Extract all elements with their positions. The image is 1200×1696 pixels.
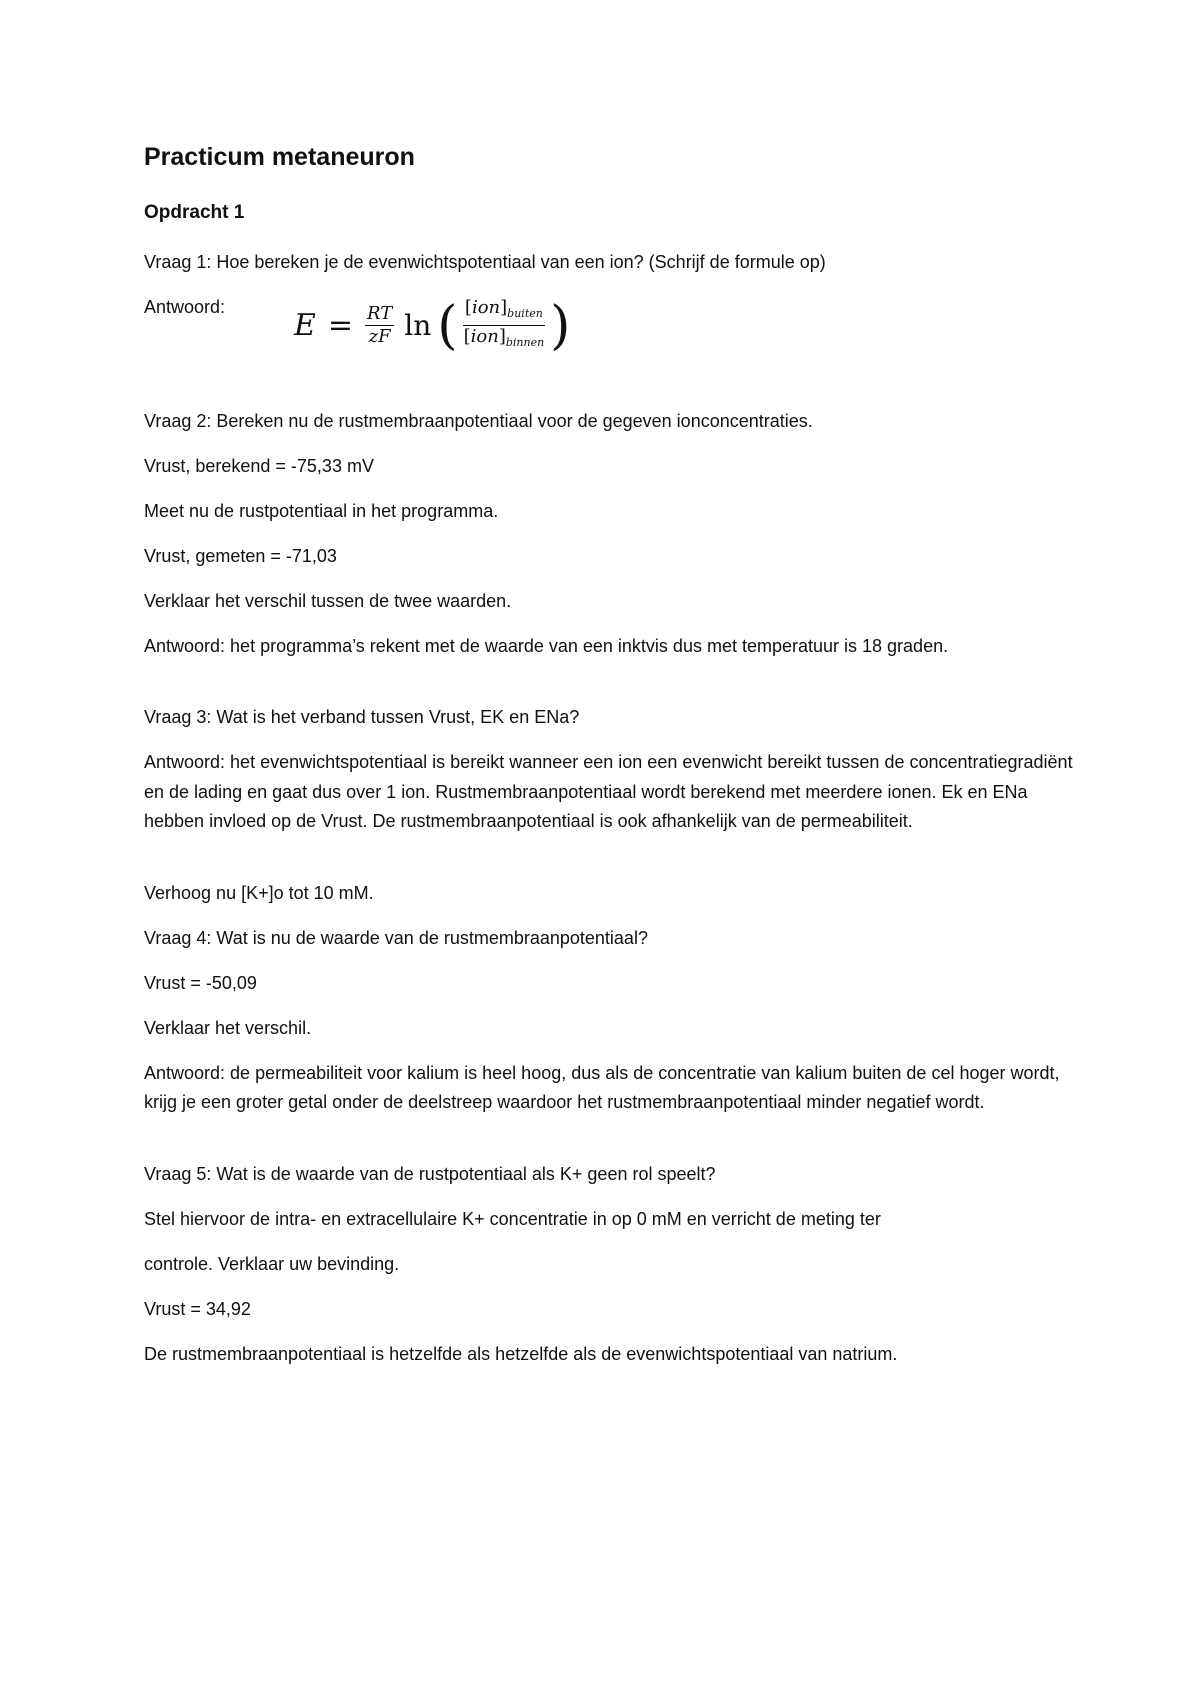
answer-2: Antwoord: het programma’s rekent met de waarde van een inktvis dus met temperatuur is 18 graden. bbox=[144, 636, 949, 656]
paren-open: ( bbox=[437, 295, 458, 356]
explain-difference: Verklaar het verschil tussen de twee waarden. bbox=[144, 591, 512, 611]
formula-lhs: E bbox=[294, 308, 316, 343]
nernst-formula bbox=[294, 297, 570, 354]
vrust-4: Vrust = -50,09 bbox=[144, 972, 257, 993]
vrust-measured: Vrust, gemeten = -71,03 bbox=[144, 546, 337, 566]
ion-ratio bbox=[462, 297, 547, 354]
conclusion-5: De rustmembraanpotentiaal is hetzelfde als hetzelfde als de evenwichtspotentiaal van natrium. bbox=[144, 1343, 898, 1364]
coef-numerator: RT bbox=[367, 303, 393, 324]
instruction-5a: Stel hiervoor de intra- en extracellulaire K+ concentratie in op 0 mM en verricht de meting ter bbox=[144, 1208, 881, 1229]
measure-instruction: Meet nu de rustpotentiaal in het programma. bbox=[144, 501, 499, 521]
vrust-5: Vrust = 34,92 bbox=[144, 1298, 251, 1319]
raise-potassium: Verhoog nu [K+]o tot 10 mM. bbox=[144, 882, 374, 903]
formula-equals: = bbox=[327, 308, 354, 343]
answer-4: Antwoord: de permeabiliteit voor kalium is heel hoog, dus als de concentratie van kalium buiten de cel hoger wordt, krijg je een groter getal onder de deelstreep waardoor het rustmembraanpotentiaal minder negatief wordt. bbox=[144, 1062, 1060, 1112]
document-page bbox=[144, 140, 1074, 1385]
paren-close: ) bbox=[550, 295, 571, 356]
answer-1 bbox=[144, 293, 1074, 357]
formula-coefficient bbox=[365, 303, 394, 348]
ion-denominator: $[ion]_{binnen}$ bbox=[463, 326, 545, 349]
ion-numerator: $[ion]_{buiten}$ bbox=[463, 297, 545, 326]
formula-ln: ln bbox=[404, 309, 432, 342]
question-5: Vraag 5: Wat is de waarde van de rustpotentiaal als K+ geen rol speelt? bbox=[144, 1163, 716, 1184]
vrust-calculated: Vrust, berekend = -75,33 mV bbox=[144, 456, 374, 476]
question-3: Vraag 3: Wat is het verband tussen Vrust, EK en ENa? bbox=[144, 707, 580, 727]
assignment-heading: Opdracht 1 bbox=[144, 202, 245, 223]
question-2: Vraag 2: Bereken nu de rustmembraanpotentiaal voor de gegeven ionconcentraties. bbox=[144, 411, 813, 431]
answer-3: Antwoord: het evenwichtspotentiaal is bereikt wanneer een ion een evenwicht bereikt tussen de concentratiegradiënt en de lading en gaat dus over 1 ion. Rustmembraanpotentiaal wordt berekend met meerdere ionen. Ek en ENa hebben invloed op de Vrust. De rustmembraanpotentiaal is ook afhankelijk van de permeabiliteit. bbox=[144, 752, 1073, 831]
question-4: Vraag 4: Wat is nu de waarde van de rustmembraanpotentiaal? bbox=[144, 927, 648, 948]
answer-1-label: Antwoord: bbox=[144, 297, 226, 317]
question-1: Vraag 1: Hoe bereken je de evenwichtspotentiaal van een ion? (Schrijf de formule op) bbox=[144, 252, 826, 272]
explain-4: Verklaar het verschil. bbox=[144, 1017, 312, 1038]
instruction-5b: controle. Verklaar uw bevinding. bbox=[144, 1253, 400, 1274]
document-title: Practicum metaneuron bbox=[144, 143, 415, 171]
coef-denominator: zF bbox=[368, 326, 391, 347]
